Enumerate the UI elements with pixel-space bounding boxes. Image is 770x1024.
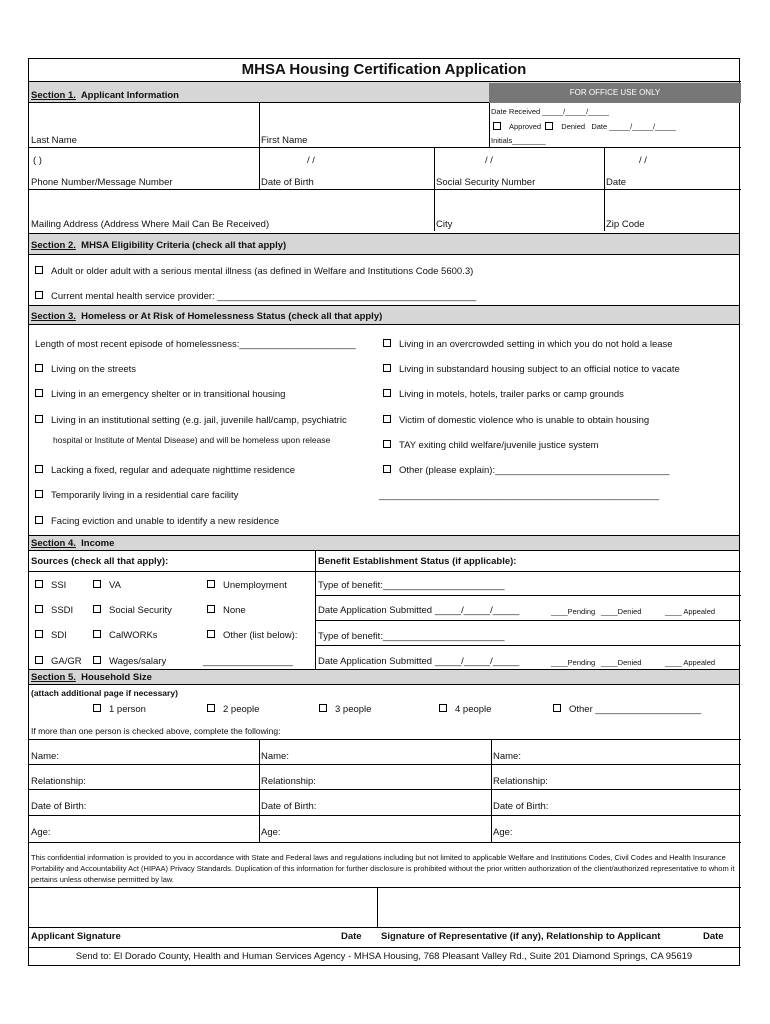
section5-number: Section 5.	[31, 672, 76, 683]
section5-subtitle: (attach additional page if necessary)	[31, 688, 178, 698]
member2-age[interactable]: Age:	[261, 827, 281, 838]
eligibility-smi[interactable]: Adult or older adult with a serious mental illness (as defined in Welfare and Institutions Code 5600.3)	[35, 266, 473, 277]
section3-number: Section 3.	[31, 311, 76, 322]
household-3[interactable]: 3 people	[319, 704, 371, 715]
applicant-date-label: Date	[341, 931, 362, 942]
section1-number: Section 1.	[31, 90, 76, 101]
homeless-streets[interactable]: Living on the streets	[35, 364, 136, 375]
homeless-care-facility[interactable]: Temporarily living in a residential care facility	[35, 490, 238, 501]
form-title: MHSA Housing Certification Application	[241, 61, 527, 78]
member1-relationship[interactable]: Relationship:	[31, 776, 86, 787]
pending-1[interactable]: ____Pending	[551, 607, 596, 616]
benefit-date-1[interactable]: Date Application Submitted _____/_____/_____	[318, 605, 520, 616]
income-none[interactable]: None	[207, 605, 246, 616]
initials-field[interactable]: Initials________	[491, 136, 546, 145]
benefit-type-1[interactable]: Type of benefit:_______________________	[318, 580, 505, 591]
homeless-shelter[interactable]: Living in an emergency shelter or in transitional housing	[35, 389, 285, 400]
risk-domestic-violence[interactable]: Victim of domestic violence who is unable to obtain housing	[383, 415, 649, 426]
member1-age[interactable]: Age:	[31, 827, 51, 838]
household-2[interactable]: 2 people	[207, 704, 259, 715]
homeless-no-residence[interactable]: Lacking a fixed, regular and adequate nighttime residence	[35, 465, 295, 476]
risk-overcrowded[interactable]: Living in an overcrowded setting in which you do not hold a lease	[383, 339, 673, 350]
dob-field[interactable]: Date of Birth	[261, 177, 314, 188]
section2-title: MHSA Eligibility Criteria (check all that apply)	[81, 240, 287, 251]
income-wages[interactable]: Wages/salary	[93, 656, 166, 667]
last-name-field[interactable]: Last Name	[31, 135, 77, 146]
date-field[interactable]: Date	[606, 177, 627, 188]
homeless-institution[interactable]: Living in an institutional setting (e.g. jail, juvenile hall/camp, psychiatric	[35, 415, 347, 426]
member3-name[interactable]: Name:	[493, 751, 521, 762]
income-sources-label: Sources (check all that apply):	[31, 556, 169, 567]
first-name-field[interactable]: First Name	[261, 135, 308, 146]
benefit-date-2[interactable]: Date Application Submitted _____/_____/_____	[318, 656, 520, 667]
decision-date: Date _____/_____/_____	[591, 122, 676, 131]
representative-date-label: Date	[703, 931, 724, 942]
confidential-notice: This confidential information is provided to you in accordance with State and Federal laws and regulations including but not limited to applicable Welfare and Institutions Codes, Civil Codes and Health Insurance Portability and Accountability Act (HIPAA) Privacy Standards. Duplication of this information for further disclosure is prohibited without the prior written authorization of the client/authorized representative to whom it pertains unless otherwise permitted by law.	[31, 853, 735, 884]
approved-label: Approved	[509, 122, 542, 131]
risk-motels[interactable]: Living in motels, hotels, trailer parks or camp grounds	[383, 389, 624, 400]
representative-signature-label: Signature of Representative (if any), Relationship to Applicant	[381, 931, 661, 942]
section5-title: Household Size	[81, 672, 152, 683]
zip-field[interactable]: Zip Code	[606, 219, 645, 230]
household-1[interactable]: 1 person	[93, 704, 146, 715]
section3-title: Homeless or At Risk of Homelessness Status (check all that apply)	[81, 311, 383, 322]
risk-tay[interactable]: TAY exiting child welfare/juvenile justice system	[383, 440, 599, 451]
checkbox[interactable]	[35, 266, 43, 274]
denied-label: Denied	[561, 122, 586, 131]
benefit-status-label: Benefit Establishment Status (if applicable):	[318, 556, 517, 567]
member2-name[interactable]: Name:	[261, 751, 289, 762]
pending-2[interactable]: ____Pending	[551, 658, 596, 667]
income-ssi[interactable]: SSI	[35, 580, 66, 591]
income-va[interactable]: VA	[93, 580, 121, 591]
appealed-2[interactable]: ____ Appealed	[665, 658, 716, 667]
member2-dob[interactable]: Date of Birth:	[261, 801, 317, 812]
city-field[interactable]: City	[436, 219, 453, 230]
date-slashes: / /	[639, 155, 647, 166]
dob-slashes: / /	[307, 155, 315, 166]
income-unemployment[interactable]: Unemployment	[207, 580, 287, 591]
application-form	[28, 58, 740, 966]
member3-age[interactable]: Age:	[493, 827, 513, 838]
household-4[interactable]: 4 people	[439, 704, 491, 715]
benefit-type-2[interactable]: Type of benefit:_______________________	[318, 631, 505, 642]
member2-relationship[interactable]: Relationship:	[261, 776, 316, 787]
office-use-header: FOR OFFICE USE ONLY	[489, 83, 741, 103]
income-social-security[interactable]: Social Security	[93, 605, 172, 616]
approved-checkbox[interactable]	[493, 122, 501, 130]
checkbox[interactable]	[35, 291, 43, 299]
section4-header	[29, 535, 739, 551]
ssn-field[interactable]: Social Security Number	[436, 177, 536, 188]
homeless-institution-cont: hospital or Institute of Mental Disease) and will be homeless upon release	[53, 435, 331, 445]
phone-paren: ( )	[33, 155, 42, 166]
appealed-1[interactable]: ____ Appealed	[665, 607, 716, 616]
homeless-eviction[interactable]: Facing eviction and unable to identify a new residence	[35, 516, 279, 527]
member3-dob[interactable]: Date of Birth:	[493, 801, 549, 812]
send-to-footer: Send to: El Dorado County, Health and Human Services Agency - MHSA Housing, 768 Pleasant Valley Rd., Suite 201 Diamond Springs, CA 95619	[75, 951, 693, 962]
risk-other-line[interactable]: _____________________________________________________	[379, 490, 660, 501]
section4-number: Section 4.	[31, 538, 76, 549]
member1-name[interactable]: Name:	[31, 751, 59, 762]
section2-number: Section 2.	[31, 240, 76, 251]
phone-field[interactable]: Phone Number/Message Number	[31, 177, 173, 188]
denied-1[interactable]: ____Denied	[601, 607, 642, 616]
income-ssdi[interactable]: SSDI	[35, 605, 73, 616]
risk-substandard[interactable]: Living in substandard housing subject to an official notice to vacate	[383, 364, 680, 375]
income-ga-gr[interactable]: GA/GR	[35, 656, 82, 667]
income-other-line[interactable]: _________________	[203, 656, 293, 667]
household-instruction: If more than one person is checked above, complete the following:	[31, 726, 281, 736]
applicant-signature-label: Applicant Signature	[31, 931, 121, 942]
income-calworks[interactable]: CalWORKs	[93, 630, 158, 641]
section4-title: Income	[81, 538, 115, 549]
eligibility-provider[interactable]: Current mental health service provider: _________________________________________________	[35, 291, 476, 302]
mailing-address-field[interactable]: Mailing Address (Address Where Mail Can Be Received)	[31, 219, 270, 230]
income-other[interactable]: Other (list below):	[207, 630, 297, 641]
section1-title: Applicant Information	[80, 90, 179, 101]
household-other[interactable]: Other ____________________	[553, 704, 701, 715]
ssn-slashes: / /	[485, 155, 493, 166]
denied-checkbox[interactable]	[545, 122, 553, 130]
homeless-length-field[interactable]: Length of most recent episode of homelessness:______________________	[35, 339, 356, 350]
date-received: Date Received _____/_____/_____	[491, 107, 610, 116]
risk-other[interactable]: Other (please explain):_________________________________	[383, 465, 669, 476]
income-sdi[interactable]: SDI	[35, 630, 67, 641]
member3-relationship[interactable]: Relationship:	[493, 776, 548, 787]
denied-2[interactable]: ____Denied	[601, 658, 642, 667]
member1-dob[interactable]: Date of Birth:	[31, 801, 87, 812]
